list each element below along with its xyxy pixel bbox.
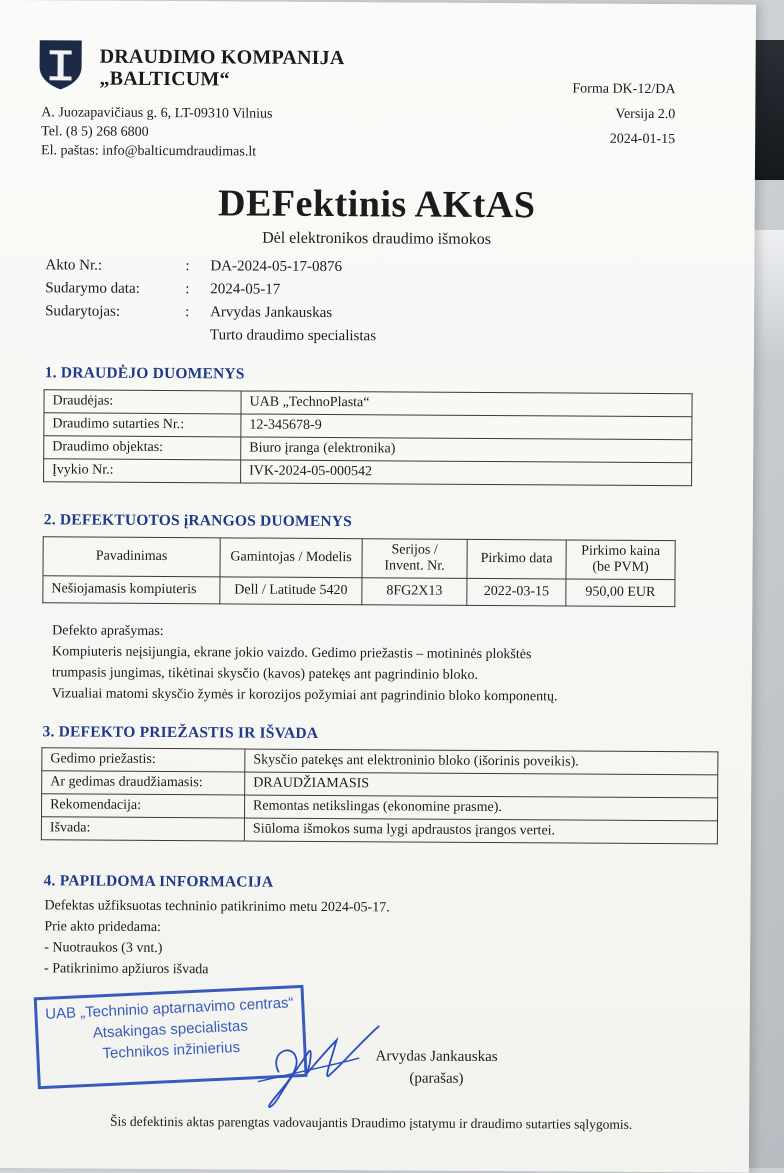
colon: : [185,258,190,275]
form-date: 2024-01-15 [609,131,676,148]
company-contacts [41,103,273,161]
table-cell-value: Biuro įranga (elektronika) [241,437,692,463]
act-number-value: DA-2024-05-17-0876 [210,258,343,276]
conclusion-table [41,747,719,844]
table-row [43,576,675,607]
defect-description [52,620,558,707]
table-cell: Nešiojamasis kompiuteris [43,576,220,604]
table-cell-value: UAB „TechnoPlasta“ [241,391,692,417]
form-info [572,76,676,152]
stamp-line: UAB „Techninio aptarnavimo centras“ [44,994,294,1023]
table-cell-label: Gedimo priežastis: [42,748,245,772]
stamp-line: Atsakingas specialistas [92,1017,249,1042]
signature-block [375,1045,497,1090]
equipment-table [42,536,675,607]
table-cell-label: Įvykio Nr.: [44,459,241,483]
table-cell-label: Draudėjas: [44,390,241,414]
defect-line: Vizualiai matomi skysčio žymės ir korozijos požymiai ant pagrindinio bloko komponentų. [51,686,558,705]
info-line: Defektas užfiksuotas techninio patikrinimo metu 2024-05-17. [44,898,390,916]
table-cell-value: Remontas netikslingas (ekonomine prasme). [245,795,718,821]
colon: : [185,281,190,298]
date-label: Sudarymo data: [45,280,140,297]
act-number-label: Akto Nr.: [45,257,103,274]
table-cell: 950,00 EUR [566,579,675,607]
stamp-line: Technikos inžinierius [102,1038,241,1063]
table-cell-label: Draudimo sutarties Nr.: [44,413,241,437]
email: El. paštas: info@balticumdraudimas.lt [41,143,257,160]
defect-label: Defekto aprašymas: [52,623,164,640]
table-cell-value: Skysčio patekęs ant elektroninio bloko (išorinis poveikis). [245,749,718,775]
table-header: Pavadinimas [43,537,220,577]
table-cell-value: IVK-2024-05-000542 [241,460,692,486]
date-value: 2024-05-17 [210,281,281,298]
defect-line: trumpasis jungimas, tikėtinai skysčio (kavos) patekęs ant pagrindinio bloko. [51,665,479,683]
table-cell-value: DRAUDŽIAMASIS [245,772,718,798]
author-value: Arvydas Jankauskas [210,304,333,322]
table-cell-label: Rekomendacija: [42,794,245,818]
table-cell-label: Draudimo objektas: [44,436,241,460]
company-name [99,46,344,91]
attachments-label: Prie akto pridedama: [44,919,162,936]
table-cell: 8FG2X13 [362,578,467,606]
table-header: Pirkimo data [467,539,566,579]
table-header: Gamintojas / Modelis [220,538,362,578]
table-cell: 2022-03-15 [467,578,566,606]
signer-name: Arvydas Jankauskas [375,1048,498,1066]
author-label: Sudarytojas: [45,303,121,320]
attachment-item: - Patikrinimo apžiuros išvada [44,961,209,978]
table-cell-value: Siūloma išmokos suma lygi apdraustos įrangos vertei. [244,818,717,844]
act-meta [45,254,377,348]
author-position: Turto draudimo specialistas [209,327,377,345]
additional-info [44,895,390,981]
attachment-item: - Nuotraukos (3 vnt.) [44,940,163,957]
section-2-title: 2. DEFEKTUOTOS įRANGOS DUOMENYS [43,511,353,531]
footer-note: Šis defektinis aktas parengtas vadovaujantis Draudimo įstatymu ir draudimo sutarties sąlygomis. [109,1113,633,1132]
table-header: Pirkimo kaina (be PVM) [566,540,675,580]
form-version: Versija 2.0 [615,106,676,123]
table-cell: Dell / Latitude 5420 [220,577,362,605]
document-subtitle: Dėl elektronikos draudimo išmokos [262,229,492,249]
colon: : [185,304,190,321]
section-3-title: 3. DEFEKTO PRIEŽASTIS IR IŠVADA [42,723,319,742]
table-header: Serijos / Invent. Nr. [362,539,467,579]
shield-logo-icon [37,38,83,90]
table-row [44,459,692,486]
handwritten-signature [238,1011,389,1112]
defect-line: Kompiuteris neįsijungia, ekrane jokio vaizdo. Gedimo priežastis – motininės plokštės [51,644,532,663]
phone: Tel. (8 5) 268 6800 [41,124,149,140]
table-cell-label: Ar gedimas draudžiamasis: [42,771,245,795]
company-line-1: DRAUDIMO KOMPANIJA [99,45,345,70]
section-1-title: 1. DRAUDĖJO DUOMENYS [44,364,245,383]
table-cell-value: 12-345678-9 [241,414,692,440]
table-header-row [43,537,675,580]
company-line-2: „BALTICUM“ [99,67,230,91]
address: A. Juozapavičiaus g. 6, LT-09310 Vilnius [41,105,273,122]
document-title: DEFektinis AKtAS [217,182,536,227]
form-number: Forma DK-12/DA [572,81,676,98]
signature-caption: (parašas) [409,1070,464,1087]
table-row [41,817,717,844]
table-cell-label: Išvada: [41,817,244,841]
section-4-title: 4. PAPILDOMA INFORMACIJA [43,872,274,891]
policyholder-table [43,389,693,486]
